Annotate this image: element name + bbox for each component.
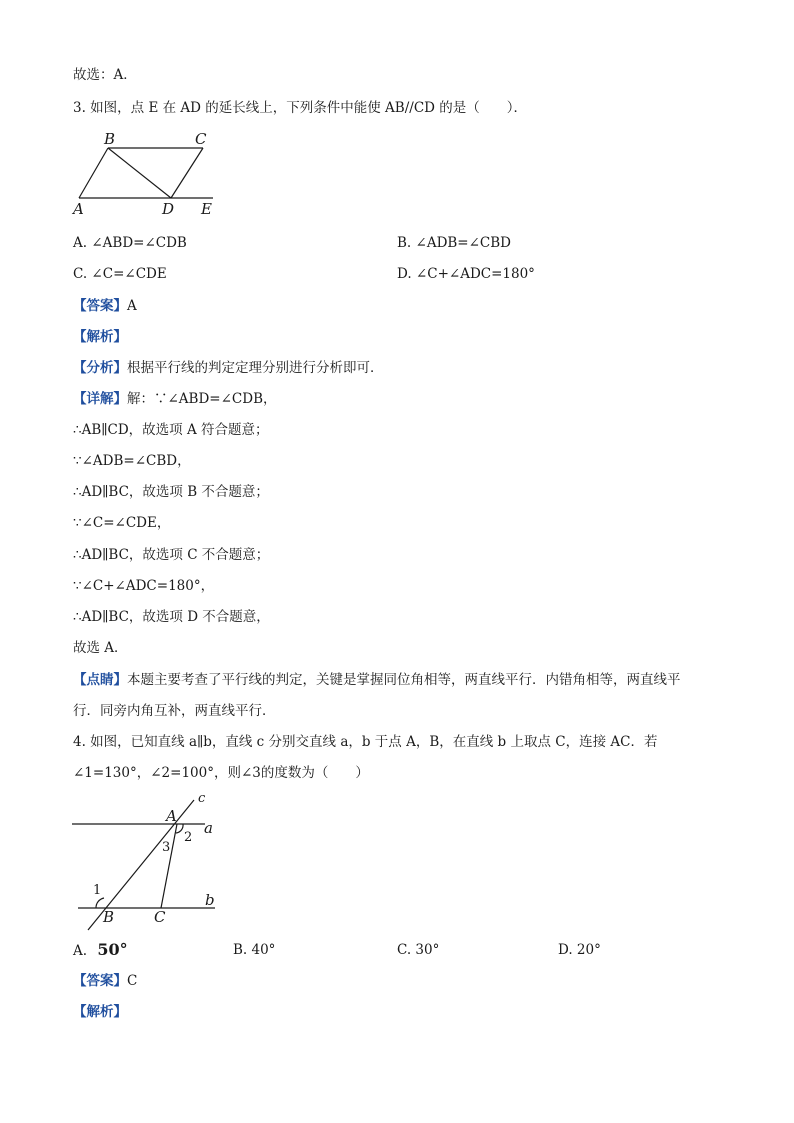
dianjing-tag: 【点睛】 xyxy=(73,672,127,688)
solution-step-3: ∴AD∥BC，故选项 B 不合题意； xyxy=(73,484,269,500)
label-b-line: b xyxy=(205,891,215,909)
label-angle-1: 1 xyxy=(93,883,102,898)
label-b: B xyxy=(104,130,116,148)
q4-option-a-value: 50° xyxy=(97,940,128,959)
solution-step-1: ∴AB∥CD，故选项 A 符合题意； xyxy=(73,422,269,438)
segment-ab xyxy=(79,148,108,198)
angle-1-arc xyxy=(96,898,104,908)
answer2-value: C xyxy=(127,973,138,989)
answer2-row xyxy=(73,972,137,990)
figure-q3-diagram xyxy=(70,128,230,220)
q3-option-a: A. ∠ABD=∠CDB xyxy=(73,235,187,251)
fenxi-text: 根据平行线的判定定理分别进行分析即可． xyxy=(127,360,384,376)
q3-option-b: B. ∠ADB=∠CBD xyxy=(397,235,512,251)
analysis-heading: 【解析】 xyxy=(73,329,127,345)
analysis2-heading: 【解析】 xyxy=(73,1004,127,1020)
solution-step-8: 故选 A． xyxy=(73,640,128,656)
question-4-stem-2: ∠1=130°，∠2=100°，则∠3的度数为（ ） xyxy=(73,765,369,781)
question-4-stem-1: 4. 如图，已知直线 a∥b，直线 c 分别交直线 a，b 于点 A，B，在直线 b 上取点 C，连接 AC．若 xyxy=(73,734,658,750)
label-c: C xyxy=(195,130,207,148)
label-a: A xyxy=(73,200,84,218)
xiangjie-text: 解：∵∠ABD=∠CDB， xyxy=(127,391,277,407)
label-angle-3: 3 xyxy=(162,840,171,855)
solution-step-2: ∵∠ADB=∠CBD， xyxy=(73,453,191,469)
segment-cd xyxy=(171,148,203,198)
q3-option-d: D. ∠C+∠ADC=180° xyxy=(397,266,535,282)
label-d: D xyxy=(162,200,175,218)
xiangjie-tag: 【详解】 xyxy=(73,391,127,407)
fenxi-row xyxy=(73,359,384,377)
label-angle-2: 2 xyxy=(184,830,193,845)
label-b-point: B xyxy=(103,908,115,926)
answer2-tag: 【答案】 xyxy=(73,973,127,989)
label-a-line: a xyxy=(204,819,213,837)
q4-option-a xyxy=(73,941,128,960)
q3-option-c: C. ∠C=∠CDE xyxy=(73,266,167,282)
label-e: E xyxy=(201,200,212,218)
fenxi-tag: 【分析】 xyxy=(73,360,127,376)
q4-option-d: D. 20° xyxy=(558,942,601,958)
label-c-point: C xyxy=(154,908,166,926)
dianjing-text-cont: 行．同旁内角互补，两直线平行． xyxy=(73,703,276,719)
q4-option-c: C. 30° xyxy=(397,942,440,958)
dianjing-row xyxy=(73,671,681,689)
xiangjie-row xyxy=(73,390,277,408)
answer-row xyxy=(73,297,137,315)
label-a-point: A xyxy=(166,807,177,825)
dianjing-text: 本题主要考查了平行线的判定，关键是掌握同位角相等，两直线平行．内错角相等，两直线平 xyxy=(127,672,681,688)
prev-conclusion: 故选：A． xyxy=(73,67,137,83)
question-3-stem: 3. 如图，点 E 在 AD 的延长线上，下列条件中能使 AB//CD 的是（ ）． xyxy=(73,100,528,116)
q4-option-b: B. 40° xyxy=(233,942,276,958)
segment-bd xyxy=(108,148,171,198)
q4-option-a-prefix: A. xyxy=(73,943,88,959)
answer-value: A xyxy=(127,298,137,314)
label-c-line: c xyxy=(198,791,206,806)
solution-step-4: ∵∠C=∠CDE， xyxy=(73,515,171,531)
solution-step-5: ∴AD∥BC，故选项 C 不合题意； xyxy=(73,547,270,563)
solution-step-6: ∵∠C+∠ADC=180°， xyxy=(73,578,215,594)
figure-q4-diagram xyxy=(70,790,230,935)
answer-tag: 【答案】 xyxy=(73,298,127,314)
solution-step-7: ∴AD∥BC，故选项 D 不合题意， xyxy=(73,609,270,625)
